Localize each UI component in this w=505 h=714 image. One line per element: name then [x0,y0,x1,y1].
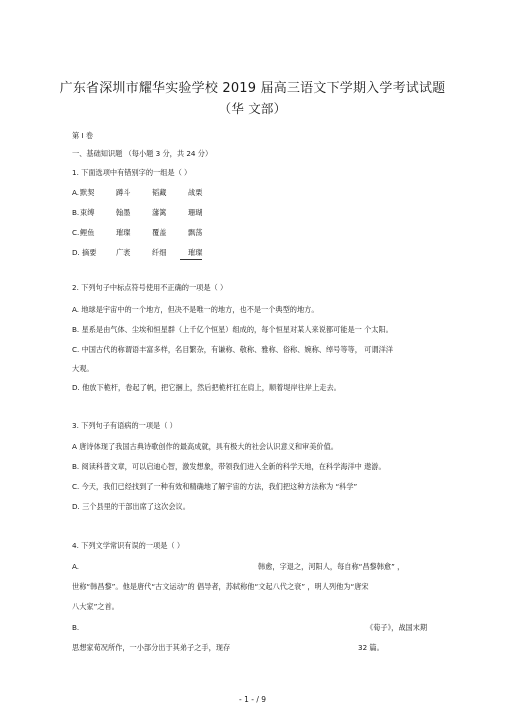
question-2-stem: 2. 下列句子中标点符号使用不正确的一项是（ ） [72,283,228,292]
q3-option-a: A 唐诗体现了我国古典诗歌创作的最高成就，具有极大的社会认识意义和审美价值。 [72,442,338,451]
q1-option-label: B. [72,208,80,217]
q2-option-a: A. 地球是宇宙中的一个地方，但决不是唯一的地方，也不是一个典型的地方。 [72,305,319,314]
q2-option-c-continued: 大观。 [72,364,94,373]
q4-option-b-line2: 思想家荀况所作，一小部分出于其弟子之手，现存 [72,643,231,652]
q1-word: 广袤 [116,248,131,257]
q1-word-underlined: 璀璨 [180,248,202,260]
q1-word: 韬藏 [152,188,167,197]
q3-option-c: C. 今天，我们已经找到了一种有效和精确地了解宇宙的方法，我们把这种方法称为 “科学” [72,482,358,491]
q2-option-d: D. 他放下桅杆，卷起了帆，把它捆上，然后把桅杆扛在肩上，顺着堤岸往岸上走去。 [72,383,341,392]
q2-option-c: C. 中国古代的称谓语丰富多样，名目繁杂，有谦称、敬称、雅称、俗称、婉称、绰号等等， 可谓洋洋 [72,345,393,354]
q1-option-label: A. [72,188,80,197]
document-title: 广东省深圳市耀华实验学校 2019 届高三语文下学期入学考试试题 [59,81,446,96]
q1-word: 飘荡 [188,228,203,237]
q1-word: 藩篱 [152,208,167,217]
q1-option-label: C. [72,228,80,237]
q1-word: 璀璨 [116,228,131,237]
q1-word: 覆盖 [152,228,167,237]
q1-word: 束缚 [80,208,95,217]
q2-option-b: B. 星系是由气体、尘埃和恒星群（上千亿个恒星）组成的，每个恒星对某人来说都可能是一 个太阳。 [72,325,393,334]
document-subtitle: （华 文部） [218,101,287,116]
q3-option-d: D. 三个县里的干部出席了这次会议。 [72,502,190,511]
q1-word: 战栗 [188,188,203,197]
q4-option-b-label: B. [72,623,80,632]
q4-option-a-label: A. [72,562,80,571]
q4-option-a-line2: 世称“韩昌黎”。他是唐代“古文运动”的 倡导者，苏轼称他“文起八代之衰” ，明人列他为“唐宋 [72,582,369,591]
q4-option-b: 《荀子》，战国末期 [366,623,428,632]
question-3-stem: 3. 下列句子有语病的一项是（ ） [72,421,177,430]
q4-option-b-count: 32 篇。 [358,643,384,652]
q1-word: 默契 [80,188,95,197]
q1-word: 鲤鱼 [80,228,95,237]
q3-option-b: B. 阅读科普文章，可以启迪心智，激发想象，带领我们进入全新的科学天地，在科学海洋中 遨游。 [72,462,386,471]
q1-word: 珊瑚 [188,208,203,217]
q1-word: 蹲斗 [116,188,131,197]
q1-word: 纤细 [152,248,167,257]
question-1-stem: 1. 下面选项中有错别字的一组是（ ） [72,168,192,177]
question-4-stem: 4. 下列文学常识有误的一项是（ ） [72,541,185,550]
q1-word: 摘要 [82,248,97,257]
part-heading: 一、基础知识题 （每小题 3 分，共 24 分） [72,149,213,158]
section-label: 第 Ⅰ 卷 [72,131,94,140]
q1-option-label: D. [72,248,80,257]
page-number: - 1 - / 9 [238,695,267,704]
q4-option-a: 韩愈，字退之，河阳人，每自称“昌黎韩愈” ， [258,562,405,571]
q1-word: 翰墨 [116,208,131,217]
q4-option-a-line3: 八大家”之首。 [72,602,119,611]
